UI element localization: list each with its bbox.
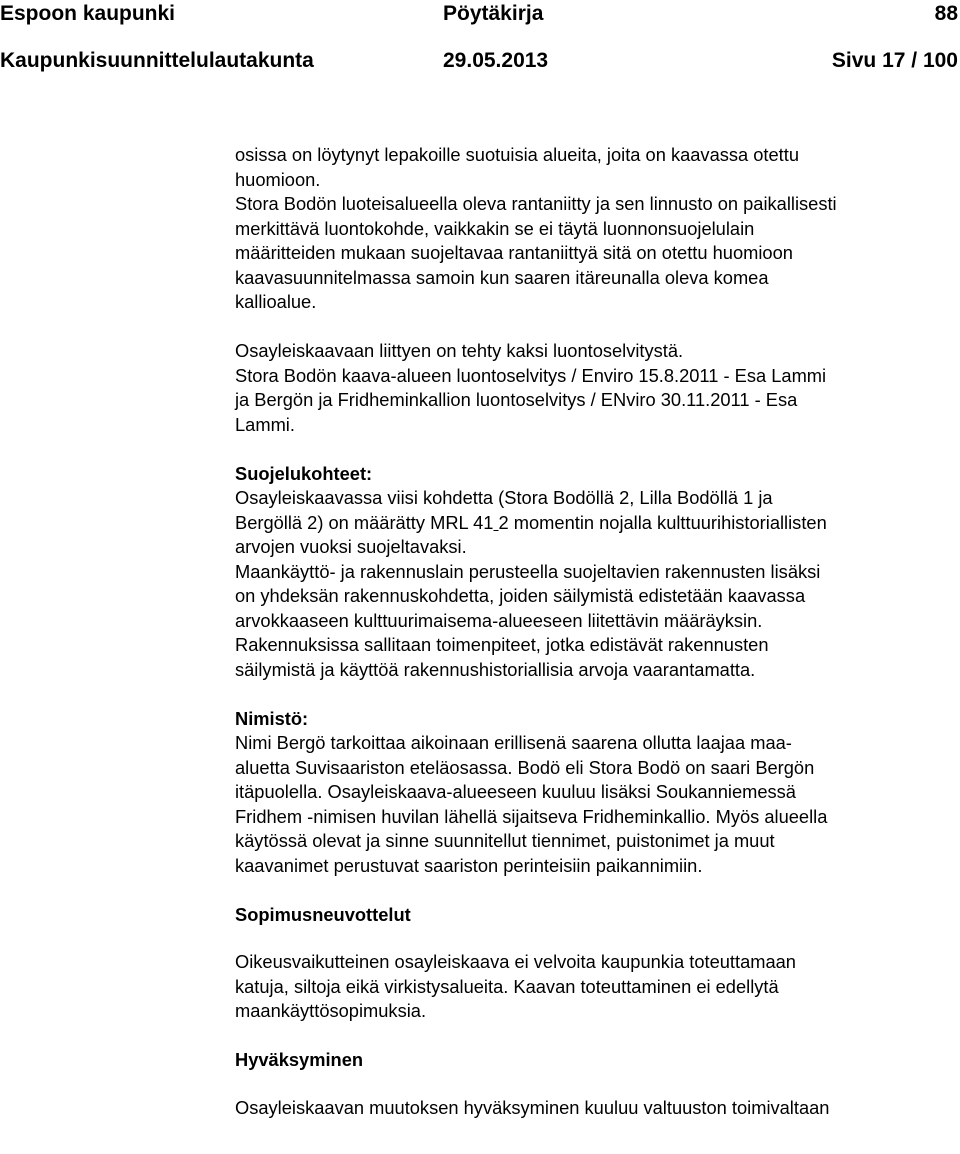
surveys-paragraph	[235, 339, 957, 437]
text-line: huomioon.	[235, 168, 321, 190]
text-line: maankäyttösopimuksia.	[235, 1000, 427, 1021]
text-line: Fridhem -nimisen huvilan lähellä sijaitseva Fridheminkallio. Myös alueella	[235, 805, 828, 827]
approval-paragraph	[235, 1096, 957, 1121]
contract-negotiations-paragraph	[235, 950, 957, 1024]
text-line: osissa on löytynyt lepakoille suotuisia alueita, joita on kaavassa otettu	[235, 144, 800, 165]
text-line: Oikeusvaikutteinen osayleiskaava ei velvoita kaupunkia toteuttamaan	[235, 951, 796, 972]
approval-section	[235, 1048, 957, 1073]
text-line: Lammi.	[235, 413, 295, 435]
section-number: 88	[934, 2, 958, 25]
text-line	[235, 511, 957, 536]
text-line: aluetta Suvisaariston eteläosassa. Bodö eli Stora Bodö on saari Bergön	[235, 756, 815, 778]
text-line: käytössä olevat ja sinne suunnitellut tiennimet, puistonimet ja muut	[235, 830, 775, 851]
text-line: Maankäyttö- ja rakennuslain perusteella suojeltavien rakennusten lisäksi	[235, 560, 821, 582]
text-line: katuja, siltoja eikä virkistysalueita. Kaavan toteuttaminen ei edellytä	[235, 975, 779, 997]
text-line: määritteiden mukaan suojeltavaa rantaniittyä sitä on otettu huomioon	[235, 242, 793, 263]
text-line: Stora Bodön kaava-alueen luontoselvitys / Enviro 15.8.2011 - Esa Lammi	[235, 364, 827, 386]
text-line: kaavasuunnitelmassa samoin kun saaren itäreunalla oleva komea	[235, 266, 769, 288]
text-line: arvokkaaseen kulttuurimaisema-alueeseen liitettävin määräyksin.	[235, 609, 763, 631]
text-line: säilymistä ja käyttöä rakennushistoriallisia arvoja vaarantamatta.	[235, 658, 756, 680]
document-header-bottom	[0, 47, 960, 75]
contract-negotiations-section	[235, 903, 957, 928]
text-line: Nimi Bergö tarkoittaa aikoinaan erillisenä saarena ollutta laajaa maa-	[235, 732, 792, 753]
text-line: arvojen vuoksi suojeltavaksi.	[235, 536, 467, 557]
text-line: merkittävä luontokohde, vaikkakin se ei täytä luonnonsuojelulain	[235, 217, 755, 239]
text-line: Stora Bodön luoteisalueella oleva rantaniitty ja sen linnusto on paikallisesti	[235, 193, 837, 214]
text-line: itäpuolella. Osayleiskaava-alueeseen kuuluu lisäksi Soukanniemessä	[235, 781, 796, 802]
text-line: Osayleiskaavaan liittyen on tehty kaksi luontoselvitystä.	[235, 340, 684, 361]
approval-heading: Hyväksyminen	[235, 1049, 364, 1070]
text-line: kaavanimet perustuvat saariston perinteisiin paikannimiin.	[235, 854, 703, 876]
document-body	[235, 143, 957, 1120]
intro-paragraph	[235, 143, 957, 192]
text-line: Osayleiskaavassa viisi kohdetta (Stora Bodöllä 2, Lilla Bodöllä 1 ja	[235, 487, 773, 508]
document-header-top	[0, 0, 960, 28]
page-number: Sivu 17 / 100	[831, 49, 958, 72]
text-line: Rakennuksissa sallitaan toimenpiteet, jotka edistävät rakennusten	[235, 634, 769, 655]
organization-name: Espoon kaupunki	[0, 2, 176, 25]
text-line: kallioalue.	[235, 291, 317, 312]
protection-heading: Suojelukohteet:	[235, 462, 373, 484]
committee-name: Kaupunkisuunnittelulautakunta	[0, 49, 314, 72]
text-line: Osayleiskaavan muutoksen hyväksyminen kuuluu valtuuston toimivaltaan	[235, 1096, 830, 1118]
text-line: on yhdeksän rakennuskohdetta, joiden säilymistä edistetään kaavassa	[235, 585, 806, 606]
document-type: Pöytäkirja	[443, 2, 544, 25]
text-line: ja Bergön ja Fridheminkallion luontoselvitys / ENviro 30.11.2011 - Esa	[235, 389, 798, 410]
naming-heading: Nimistö:	[235, 707, 309, 729]
meeting-date: 29.05.2013	[443, 49, 549, 72]
stora-bodo-paragraph	[235, 192, 957, 315]
contract-negotiations-heading: Sopimusneuvottelut	[235, 903, 411, 925]
text-fragment: 2 momentin nojalla kulttuurihistoriallisten	[498, 511, 827, 533]
protection-section	[235, 462, 957, 683]
text-fragment: Bergöllä 2) on määrätty MRL 41	[235, 511, 494, 533]
naming-section	[235, 707, 957, 879]
